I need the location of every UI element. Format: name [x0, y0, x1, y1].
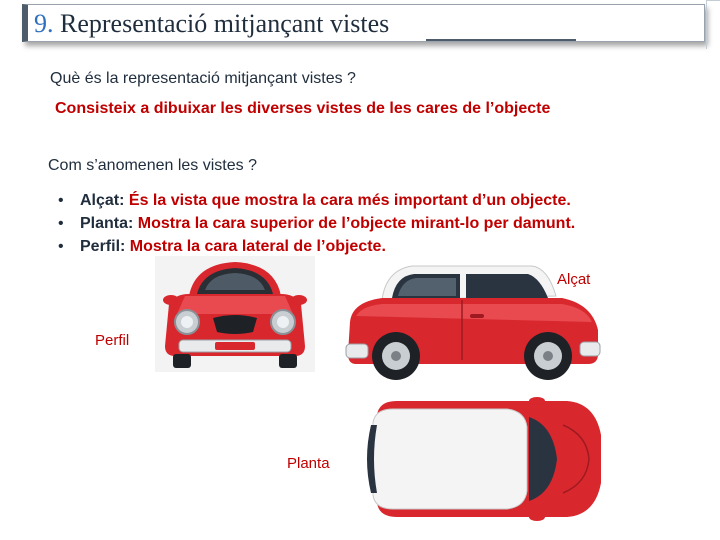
- slide-number: 9.: [34, 9, 54, 38]
- title-bar: [22, 4, 705, 42]
- question-what-is: Què és la representació mitjançant vistes ?: [50, 70, 356, 87]
- view-description: És la vista que mostra la cara més important d’un objecte.: [124, 192, 571, 209]
- view-term: Perfil:: [80, 238, 126, 255]
- view-description: Mostra la cara superior de l’objecte mirant-lo per damunt.: [133, 215, 576, 232]
- list-item: [58, 189, 575, 212]
- view-description: Mostra la cara lateral de l’objecte.: [125, 238, 386, 255]
- label-alcat: Alçat: [557, 271, 591, 288]
- view-term: Alçat:: [80, 192, 125, 209]
- car-top-view-image: [357, 395, 607, 523]
- list-item: [58, 212, 575, 235]
- corner-decoration: [706, 0, 720, 49]
- label-perfil: Perfil: [95, 332, 130, 349]
- bullet: •: [58, 192, 64, 209]
- view-term: Planta:: [80, 215, 134, 232]
- question-names: Com s’anomenen les vistes ?: [48, 157, 257, 174]
- label-planta: Planta: [287, 455, 330, 472]
- answer-what-is: Consisteix a dibuixar les diverses vistes de les cares de l’objecte: [55, 100, 551, 117]
- list-item: [58, 235, 575, 258]
- slide-title: [34, 9, 389, 39]
- bullet: •: [58, 215, 64, 232]
- car-front-view-image: [155, 256, 315, 372]
- slide-title-text: Representació mitjançant vistes: [60, 9, 390, 38]
- views-list: [58, 189, 575, 258]
- title-underline: [426, 39, 576, 41]
- bullet: •: [58, 238, 64, 255]
